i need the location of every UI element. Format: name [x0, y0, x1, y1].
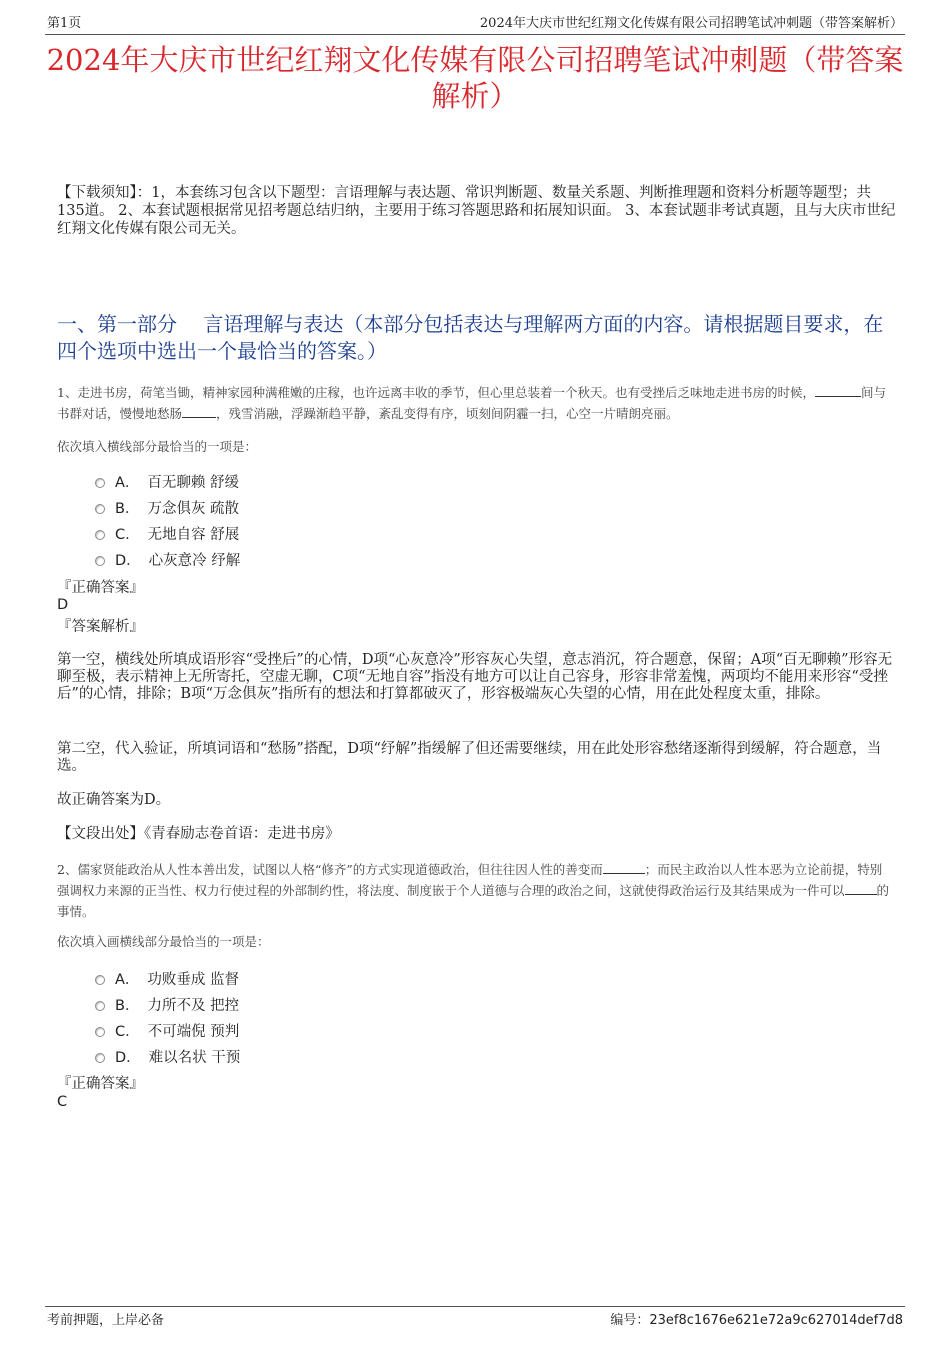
footer-code: 编号：23ef8c1676e621e72a9c627014def7d8: [610, 1313, 903, 1328]
question-1-options: [95, 468, 240, 572]
option-a[interactable]: A． 百无聊赖 舒缓: [95, 468, 240, 494]
question-1-text: 1、走进书房，荷笔当锄，精神家园种满稚嫩的庄稼，也许远离丰收的季节，但心里总装着一个秋天。也有受挫后乏味地走进书房的时候， 间与书群对话，慢慢地愁肠 ，残雪消融，浮躁渐趋平静，紊乱变得有序，顷刻间阴霾一扫，心空一片晴朗亮丽。: [57, 385, 886, 421]
option-a[interactable]: A． 功败垂成 监督: [95, 965, 240, 991]
option-b[interactable]: B． 万念俱灰 疏散: [95, 494, 240, 520]
radio-icon[interactable]: [95, 556, 105, 566]
question-2-options: [95, 965, 240, 1069]
radio-icon[interactable]: [95, 1027, 105, 1037]
footer-slogan: 考前押题，上岸必备: [47, 1313, 165, 1328]
option-c[interactable]: C． 不可端倪 预判: [95, 1017, 240, 1043]
option-b[interactable]: B． 力所不及 把控: [95, 991, 240, 1017]
radio-icon[interactable]: [95, 530, 105, 540]
option-d[interactable]: D． 心灰意冷 纾解: [95, 546, 240, 572]
correct-answer: C: [57, 1094, 68, 1110]
blank-line: [603, 861, 645, 874]
question-2-prompt: 依次填入画横线部分最恰当的一项是：: [57, 934, 270, 949]
radio-icon[interactable]: [95, 478, 105, 488]
section-title: 一、第一部分 言语理解与表达（本部分包括表达与理解两方面的内容。请根据题目要求，在四个选项中选出一个最恰当的答案。）: [57, 312, 884, 363]
question-1-prompt: 依次填入横线部分最恰当的一项是：: [57, 439, 258, 454]
radio-icon[interactable]: [95, 504, 105, 514]
blank-line: [845, 882, 877, 895]
download-notice: 【下载须知】：1，本套练习包含以下题型：言语理解与表达题、常识判断题、数量关系题、判断推理题和资料分析题等题型；共135道。 2、本套试题根据常见招考题总结归纳，主要用于练习答题思路和拓展知识面。 3、本套试题非考试真题，且与大庆市世纪红翔文化传媒有限公司无关。: [57, 185, 896, 237]
radio-icon[interactable]: [95, 975, 105, 985]
page-header: [45, 14, 905, 35]
passage-source: 【文段出处】《青春励志卷首语：走进书房》: [57, 826, 340, 842]
page-number: 第1页: [47, 16, 82, 31]
analysis-paragraph-1: 第一空，横线处所填成语形容“受挫后”的心情，D项“心灰意冷”形容灰心失望，意志消沉，符合题意，保留；A项“百无聊赖”形容无聊至极，表示精神上无所寄托，空虚无聊，C项“无地自容”指没有地方可以让自己容身，形容非常羞愧，两项均不能用来形容“受挫后”的心情，排除；B项“万念俱灰”指所有的想法和打算都破灭了，形容极端灰心失望的心情，用在此处程度太重，排除。: [57, 652, 893, 702]
radio-icon[interactable]: [95, 1053, 105, 1063]
option-d[interactable]: D． 难以名状 干预: [95, 1043, 240, 1069]
analysis-conclusion: 故正确答案为D。: [57, 792, 171, 808]
correct-answer: D: [57, 597, 69, 613]
correct-answer-label: 『正确答案』: [57, 580, 144, 596]
page-footer: [45, 1306, 905, 1329]
analysis-label: 『答案解析』: [57, 619, 144, 635]
document-title: 2024年大庆市世纪红翔文化传媒有限公司招聘笔试冲刺题（带答案解析）: [46, 43, 904, 113]
correct-answer-label: 『正确答案』: [57, 1076, 144, 1092]
blank-line: [182, 405, 216, 418]
radio-icon[interactable]: [95, 1001, 105, 1011]
option-c[interactable]: C． 无地自容 舒展: [95, 520, 240, 546]
question-2-text: 2、儒家贤能政治从人性本善出发，试图以人格“修齐”的方式实现道德政治，但往往因人性的善变而 ；而民主政治以人性本恶为立论前提，特别强调权力来源的正当性、权力行使过程的外部制约性，将法度、制度嵌于个人道德与合理的政治之间，这就使得政治运行及其结果成为一件可以 的事情。: [57, 862, 890, 919]
blank-line: [815, 384, 861, 397]
analysis-paragraph-2: 第二空，代入验证，所填词语和“愁肠”搭配，D项“纾解”指缓解了但还需要继续，用在此处形容愁绪逐渐得到缓解，符合题意，当选。: [57, 741, 882, 774]
header-doc-title: 2024年大庆市世纪红翔文化传媒有限公司招聘笔试冲刺题（带答案解析）: [479, 16, 903, 31]
